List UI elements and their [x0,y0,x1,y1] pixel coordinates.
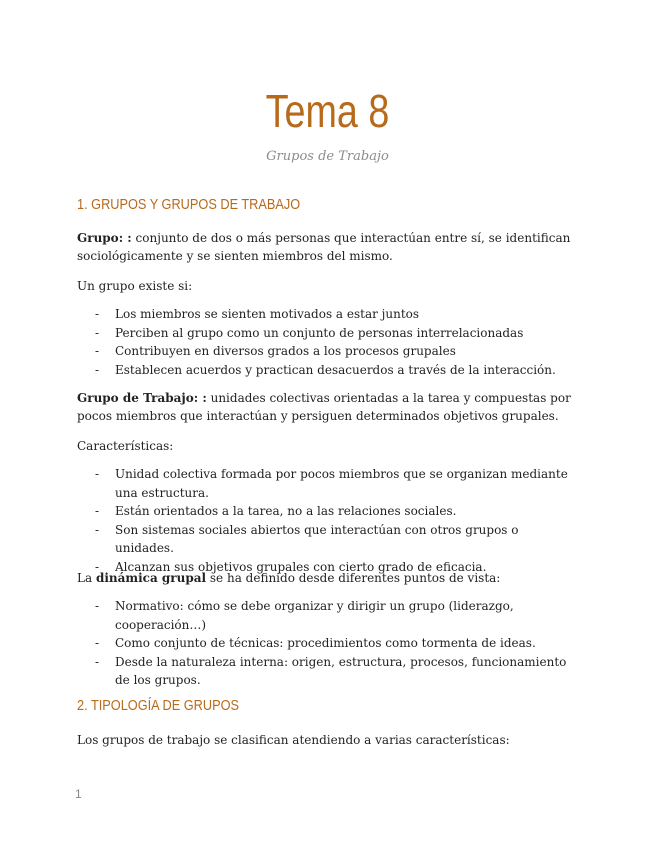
list-item: - Establecen acuerdos y practican desacuerdos a través de la interacción. [95,362,556,377]
list-item: - Perciben al grupo como un conjunto de personas interrelacionadas [95,325,524,340]
list-item: - Están orientados a la tarea, no a las relaciones sociales. [95,504,457,518]
section-1-heading: 1. GRUPOS Y GRUPOS DE TRABAJO [77,196,301,213]
characteristics-label: Características: [77,439,174,453]
list-item: - Contribuyen en diversos grados a los procesos grupales [95,344,456,358]
dinamica-intro: La dinámica grupal se ha definido desde diferentes puntos de vista: [77,571,501,585]
characteristics-list [77,465,577,576]
list-item: - Unidad colectiva formada por pocos miembros que se organizan mediante una estructura. [95,467,568,500]
viewpoints-list [77,597,577,690]
list-item: - Como conjunto de técnicas: procedimientos como tormenta de ideas. [95,636,536,650]
list-item: - Los miembros se sienten motivados a estar juntos [95,307,420,321]
list-item: - Desde la naturaleza interna: origen, estructura, procesos, funcionamiento de los grupos. [95,654,567,687]
grupo-def-text: conjunto de dos o más personas que interactúan entre sí, se identifican sociológicamente y se sienten miembros del mismo. [77,231,571,263]
section-2-intro: Los grupos de trabajo se clasifican atendiendo a varias características: [77,733,510,747]
page-subtitle: Grupos de Trabajo [266,149,389,164]
grupo-trabajo-term: Grupo de Trabajo: : [77,391,207,405]
grupo-trabajo-def-text: unidades colectivas orientadas a la tarea y compuestas por pocos miembros que interactúan y persiguen determinados objetivos grupales. [77,391,571,423]
list-item: - Son sistemas sociales abiertos que interactúan con otros grupos o unidades. [95,522,519,555]
grupo-trabajo-definition [77,389,577,425]
dinamica-term: dinámica grupal [95,571,207,585]
group-exists-intro: Un grupo existe si: [77,279,193,293]
list-item: - Normativo: cómo se debe organizar y dirigir un grupo (liderazgo, cooperación…) [95,599,514,632]
page-number: 1 [75,787,82,801]
grupo-term: Grupo: : [77,231,132,245]
page-title: Tema 8 [265,85,390,137]
conditions-list [77,305,577,379]
section-2-heading: 2. TIPOLOGÍA DE GRUPOS [77,697,240,714]
list-item: - Alcanzan sus objetivos grupales con cierto grado de eficacia. [95,559,487,574]
grupo-definition [77,229,577,265]
